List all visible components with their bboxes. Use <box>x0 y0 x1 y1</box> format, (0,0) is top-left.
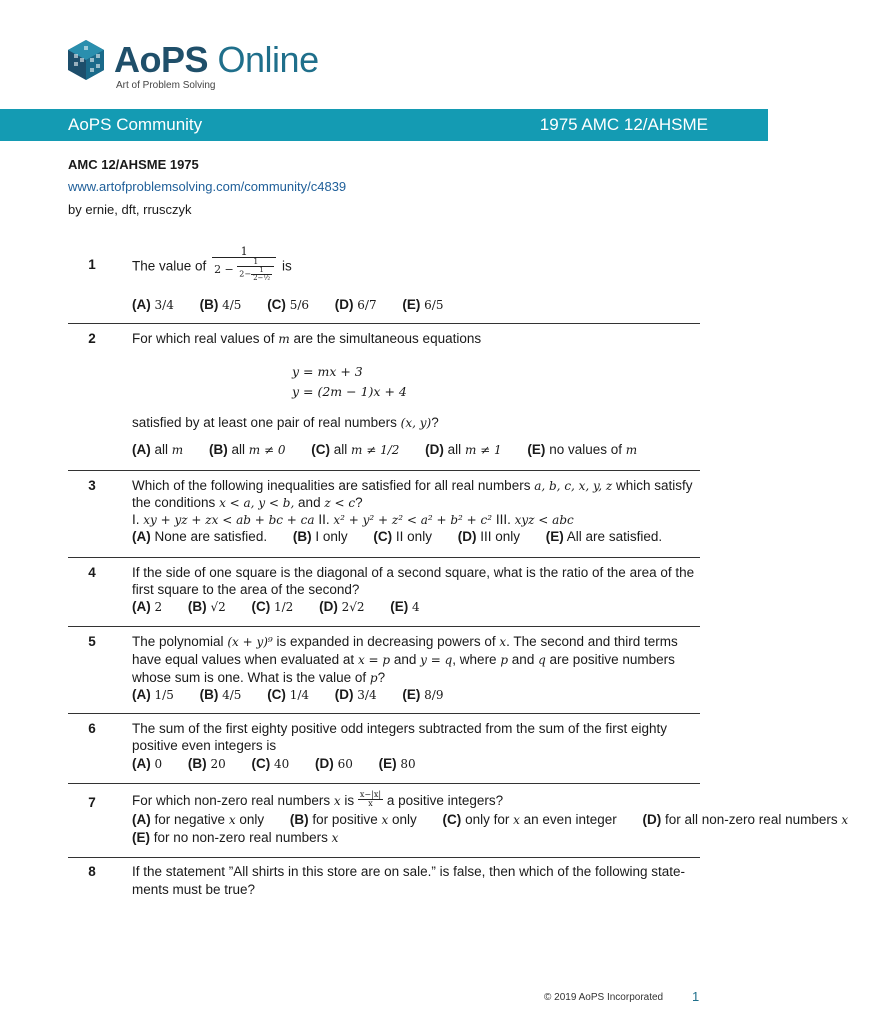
choice-c: (C) 5/6 <box>267 297 310 312</box>
choice-d: (D) 3/4 <box>334 687 377 702</box>
problem-6 <box>68 720 700 776</box>
problem-statement: For which non-zero real numbers x is $\frac{x-|x|}{x}$ a positive integers? <box>132 789 504 808</box>
problem-5 <box>68 633 700 705</box>
problem-statement-cont: have equal values when evaluated at x = p and y = q, where p and q are positive numbers <box>132 652 675 667</box>
contest-title: 1975 AMC 12/AHSME <box>539 115 708 134</box>
choice-b: (B) all m ≠ 0 <box>208 442 286 457</box>
problem-8 <box>68 863 700 903</box>
header-bar <box>0 109 768 141</box>
choice-e: (E) 6/5 <box>402 297 444 312</box>
answer-choices <box>132 296 465 314</box>
fraction: $\frac{x-|x|}{x}$ <box>359 789 382 808</box>
problem-statement-cont: satisfied by at least one pair of real numbers (x, y)? <box>132 415 439 430</box>
problem-number: 3 <box>88 478 96 493</box>
problem-statement: Which of the following inequalities are satisfied for all real numbers a, b, c, x, y, z which satisfy <box>132 478 693 493</box>
choice-a: (A) 1/5 <box>132 687 174 702</box>
choice-a: (A) 0 <box>132 756 163 771</box>
problem-number: 7 <box>88 795 96 810</box>
copyright-text: © 2019 AoPS Incorporated <box>544 992 664 1003</box>
page-number: 1 <box>692 989 700 1004</box>
problem-statement: The sum of the first eighty positive odd integers subtracted from the sum of the first eighty <box>132 721 668 736</box>
choice-c: (C) all m ≠ 1/2 <box>311 442 400 457</box>
choice-d: (D) III only <box>457 529 521 544</box>
problem-statement: For which real values of m are the simultaneous equations <box>132 331 482 346</box>
brand-name: AoPS Online <box>114 39 319 80</box>
choice-a: (A) 3/4 <box>132 297 174 312</box>
choice-a: (A) all m <box>132 442 184 457</box>
problem-statement-cont: the conditions x < a, y < b, and z < c? <box>132 495 363 510</box>
equation-1: y = mx + 3 <box>292 364 363 379</box>
choice-d: (D) 6/7 <box>334 297 377 312</box>
choice-e: (E) for no non-zero real numbers x <box>132 830 339 845</box>
problem-number: 5 <box>88 634 96 649</box>
problem-statement-cont: positive even integers is <box>132 738 277 753</box>
problem-number: 8 <box>88 864 96 879</box>
brand-tagline: Art of Problem Solving <box>116 80 216 91</box>
answer-choices <box>132 686 465 704</box>
problem-statement-cont: first square to the area of the second? <box>132 582 360 597</box>
choice-c: (C) 1/4 <box>267 687 310 702</box>
choice-e: (E) 4 <box>390 599 420 614</box>
problem-number: 6 <box>88 721 96 736</box>
choice-a: (A) None are satisfied. <box>132 529 268 544</box>
choice-c: (C) only for x an even integer <box>442 812 617 827</box>
divider <box>68 783 700 784</box>
inequality-list: I. xy + yz + zx < ab + bc + ca II. x² + y² + z² < a² + b² + c² III. xyz < abc <box>132 512 574 527</box>
problem-statement-cont2: whose sum is one. What is the value of p? <box>132 670 386 685</box>
problem-statement: If the side of one square is the diagonal of a second square, what is the ratio of the area of the <box>132 565 695 580</box>
divider <box>68 323 700 324</box>
choice-d: (D) for all non-zero real numbers x <box>642 812 849 827</box>
problem-7 <box>68 789 849 848</box>
nested-fraction: 1 2 − 1 2− $\frac{1}{\text{2−½}}$ <box>212 246 276 282</box>
choice-b: (B) 4/5 <box>199 297 242 312</box>
divider <box>68 857 700 858</box>
problem-number: 4 <box>88 565 96 580</box>
choice-c: (C) 1/2 <box>251 599 294 614</box>
cube-logo-icon <box>66 38 106 82</box>
problem-statement: The value of 1 2 − 1 2− $\frac{1}{\text{2−½}}$ is <box>132 245 292 282</box>
problem-4 <box>68 564 700 620</box>
choice-b: (B) 4/5 <box>199 687 242 702</box>
choice-b: (B) √2 <box>187 599 226 614</box>
authors-line: by ernie, dft, rrusczyk <box>68 202 192 217</box>
choice-c: (C) 40 <box>251 756 290 771</box>
problem-statement: If the statement ”All shirts in this store are on sale.” is false, then which of the following state- <box>132 864 686 879</box>
divider <box>68 470 700 471</box>
divider <box>68 557 700 558</box>
problem-statement: The polynomial (x + y)⁹ is expanded in decreasing powers of x. The second and third terms <box>132 634 678 649</box>
answer-choices <box>132 441 659 459</box>
choice-b: (B) 20 <box>187 756 226 771</box>
problem-number: 2 <box>88 331 96 346</box>
divider <box>68 626 700 627</box>
choice-e: (E) no values of m <box>527 442 638 457</box>
problem-3 <box>68 477 700 549</box>
answer-choices <box>132 811 849 829</box>
answer-choices <box>132 755 438 773</box>
community-url-link[interactable]: www.artofproblemsolving.com/community/c4839 <box>68 179 347 194</box>
choice-b: (B) I only <box>292 529 348 544</box>
answer-choices <box>132 598 442 616</box>
choice-d: (D) 60 <box>315 756 353 771</box>
choice-a: (A) for negative x only <box>132 812 265 827</box>
choice-b: (B) for positive x only <box>289 812 417 827</box>
answer-choices <box>132 528 684 546</box>
equation-2: y = (2m − 1)x + 4 <box>292 384 407 399</box>
choice-e: (E) 80 <box>378 756 416 771</box>
document-title: AMC 12/AHSME 1975 <box>68 157 199 172</box>
choice-d: (D) all m ≠ 1 <box>425 442 502 457</box>
choice-e: (E) 8/9 <box>402 687 444 702</box>
problem-number: 1 <box>88 257 96 272</box>
community-link[interactable]: AoPS Community <box>68 115 203 134</box>
choice-d: (D) 2√2 <box>319 599 365 614</box>
choice-e: (E) All are satisfied. <box>545 529 663 544</box>
choice-c: (C) II only <box>373 529 432 544</box>
choice-a: (A) 2 <box>132 599 163 614</box>
divider <box>68 713 700 714</box>
problem-statement-cont: ments must be true? <box>132 882 256 897</box>
problem-1 <box>68 245 700 312</box>
